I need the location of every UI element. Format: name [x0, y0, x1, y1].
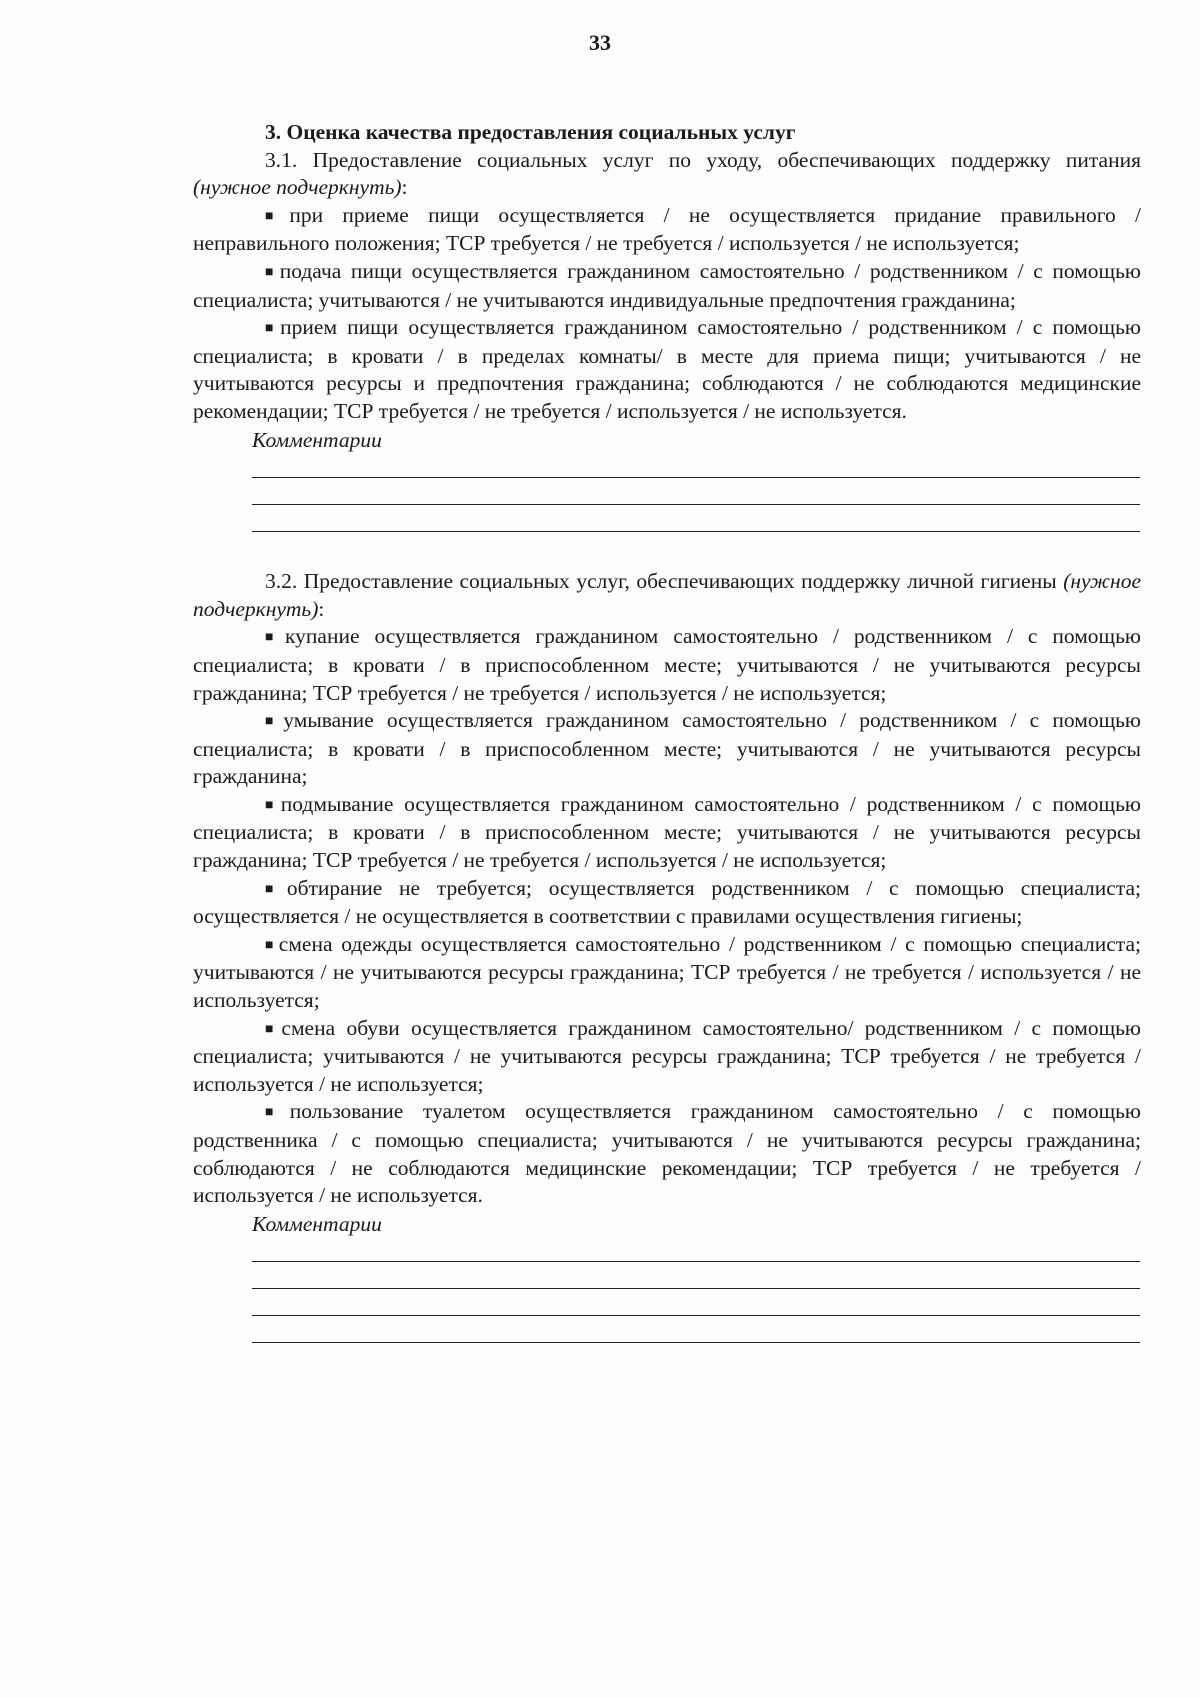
list-item [193, 202, 1141, 258]
list-item-text: обтирание не требуется; осуществляется родственником / с помощью специалиста; осуществляется / не осуществляется в соответствии с правилами осуществления гигиены; [193, 875, 1141, 929]
square-bullet-icon: ■ [265, 797, 279, 813]
list-item-text: умывание осуществляется гражданином самостоятельно / родственником / с помощью специалиста; в кровати / в приспособленном месте; учитываются / не учитываются ресурсы гражданина; [193, 708, 1141, 789]
list-item-text: смена одежды осуществляется самостоятельно / родственником / с помощью специалиста; учитываются / не учитываются ресурсы гражданина; ТСР требуется / не требуется / используется / не используется; [193, 931, 1141, 1013]
list-item [193, 875, 1141, 931]
page-number: 33 [589, 30, 611, 55]
list-item [193, 258, 1141, 314]
section-heading: 3. Оценка качества предоставления социальных услуг [265, 120, 796, 144]
square-bullet-icon: ■ [265, 1105, 288, 1121]
subsection-intro [193, 568, 1141, 623]
comment-label: Комментарии [252, 1211, 382, 1236]
list-item-text: купание осуществляется гражданином самостоятельно / родственником / с помощью специалиста; в кровати / в приспособленном месте; учитываются / не учитываются ресурсы гражданина; ТСР требуется / не требуется / используется / не используется; [193, 624, 1141, 705]
comment-label: Комментарии [252, 427, 382, 452]
list-item [193, 931, 1141, 1015]
subsection-intro-text: 3.2. Предоставление социальных услуг, обеспечивающих поддержку личной гигиены [265, 569, 1057, 594]
comment-line [252, 505, 1140, 532]
list-item [193, 707, 1141, 791]
comment-line [252, 1289, 1140, 1316]
list-item [193, 623, 1141, 707]
square-bullet-icon: ■ [265, 321, 279, 337]
comment-line [252, 1316, 1140, 1343]
square-bullet-icon: ■ [265, 714, 282, 730]
list-item-text: смена обуви осуществляется гражданином самостоятельно/ родственником / с помощью специалиста; учитываются / не учитываются ресурсы гражданина; ТСР требуется / не требуется / используется / не используется; [193, 1015, 1141, 1096]
square-bullet-icon: ■ [265, 937, 277, 953]
square-bullet-icon: ■ [265, 1021, 280, 1037]
list-item-text: подача пищи осуществляется гражданином самостоятельно / родственником / с помощью специалиста; учитываются / не учитываются индивидуальные предпочтения гражданина; [193, 258, 1141, 312]
intro-end: : [401, 175, 408, 200]
document-body [193, 119, 1141, 1343]
subsection-intro-text: 3.1. Предоставление социальных услуг по уходу, обеспечивающих поддержку питания [265, 147, 1141, 172]
list-item [193, 1015, 1141, 1099]
list-item-text: при приеме пищи осуществляется / не осуществляется придание правильного / неправильного положения; ТСР требуется / не требуется / используется / не используется; [193, 202, 1141, 256]
list-item-text: прием пищи осуществляется гражданином самостоятельно / родственником / с помощью специалиста; в кровати / в пределах комнаты/ в месте для приема пищи; учитываются / не учитываются ресурсы и предпочтения гражданина; соблюдаются / не соблюдаются медицинские рекомендации; ТСР требуется / не требуется / используется / не используется. [193, 315, 1141, 423]
subsection-intro [193, 147, 1141, 202]
list-item-text: пользование туалетом осуществляется гражданином самостоятельно / с помощью родственника / с помощью специалиста; учитываются / не учитываются ресурсы гражданина; соблюдаются / не соблюдаются медицинские рекомендации; ТСР требуется / не требуется / используется / не используется. [193, 1099, 1141, 1208]
square-bullet-icon: ■ [265, 881, 285, 897]
comment-line [252, 478, 1140, 505]
comment-line [252, 1262, 1140, 1289]
comment-lines [252, 454, 1140, 532]
list-item [193, 791, 1141, 875]
spacer [193, 532, 1141, 568]
comment-lines [252, 1238, 1140, 1343]
comment-line [252, 1238, 1140, 1262]
intro-note: (нужное подчеркнуть) [193, 175, 402, 200]
square-bullet-icon: ■ [265, 208, 288, 224]
list-item-text: подмывание осуществляется гражданином самостоятельно / родственником / с помощью специалиста; в кровати / в приспособленном месте; учитываются / не учитываются ресурсы гражданина; ТСР требуется / не требуется / используется / не используется; [193, 791, 1141, 873]
intro-end: : [318, 596, 325, 621]
intro-note: (нужное подчеркнуть) [193, 569, 1141, 621]
list-item [193, 314, 1141, 425]
list-item [193, 1098, 1141, 1209]
comment-line [252, 454, 1140, 478]
square-bullet-icon: ■ [265, 630, 284, 646]
square-bullet-icon: ■ [265, 264, 278, 280]
